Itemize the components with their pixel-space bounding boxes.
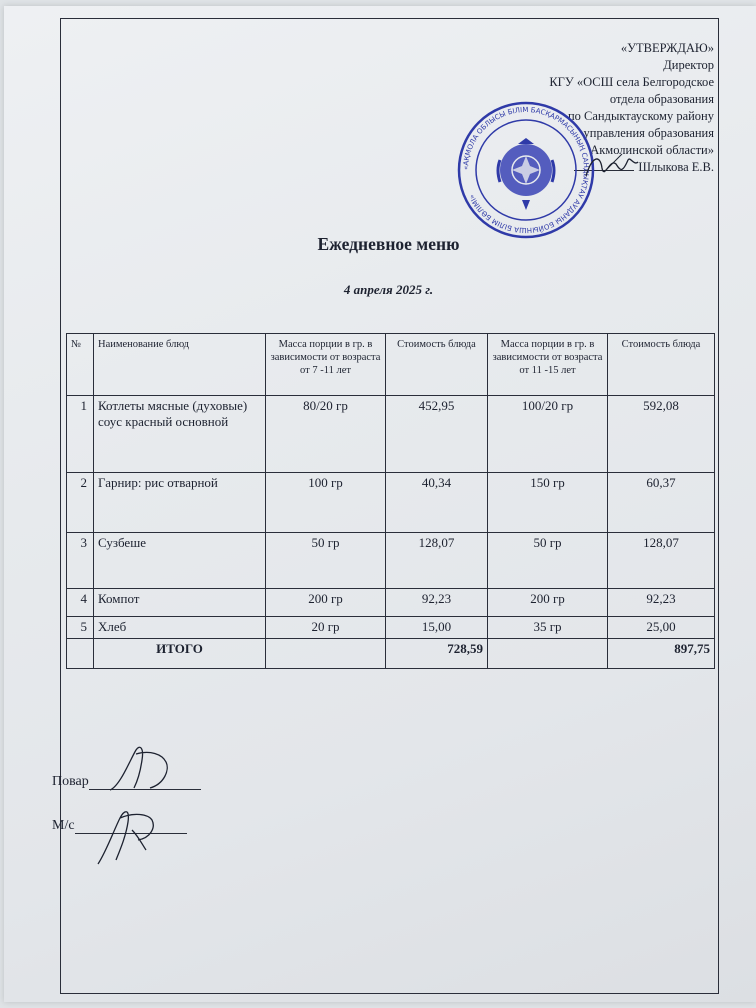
row-number: 3 <box>67 533 94 589</box>
approval-org-line2: отдела образования <box>609 92 714 106</box>
total-label: ИТОГО <box>94 639 266 669</box>
mass-7-11: 50 гр <box>266 533 386 589</box>
seal-text: «АҚМОЛА ОБЛЫСЫ БІЛІМ БАСҚАРМАСЫНЫҢ САНДЫҚТАУ АУДАНЫ БОЙЫНША БІЛІМ БӨЛІМІ» <box>461 105 591 235</box>
cost-11-15: 592,08 <box>608 396 715 473</box>
table-row <box>67 396 715 473</box>
cost-7-11: 452,95 <box>386 396 488 473</box>
approval-org-line5: Акмолинской области» <box>590 143 714 157</box>
mass-7-11: 20 гр <box>266 617 386 639</box>
header-dish-name: Наименование блюд <box>94 334 266 396</box>
approval-org-line3: по Сандыктаускому району <box>567 109 714 123</box>
menu-table <box>66 333 715 669</box>
official-seal <box>456 100 596 240</box>
director-name: Шлыкова Е.В. <box>638 160 714 174</box>
dish-name: Сузбеше <box>94 533 266 589</box>
total-cost-7-11: 728,59 <box>386 639 488 669</box>
table-row <box>67 589 715 617</box>
cost-11-15: 60,37 <box>608 473 715 533</box>
row-number: 4 <box>67 589 94 617</box>
cost-11-15: 128,07 <box>608 533 715 589</box>
nurse-signature <box>90 800 170 870</box>
mass-7-11: 100 гр <box>266 473 386 533</box>
total-empty-cell <box>266 639 386 669</box>
row-number: 2 <box>67 473 94 533</box>
header-mass-11-15: Масса порции в гр. в зависимости от возраста от 11 -15 лет <box>488 334 608 396</box>
table-row <box>67 617 715 639</box>
total-cost-11-15: 897,75 <box>608 639 715 669</box>
dish-name: Котлеты мясные (духовые) соус красный основной <box>94 396 266 473</box>
cost-7-11: 128,07 <box>386 533 488 589</box>
cost-11-15: 92,23 <box>608 589 715 617</box>
approval-org-line1: КГУ «ОСШ села Белгородское <box>549 75 714 89</box>
table-row <box>67 473 715 533</box>
total-row <box>67 639 715 669</box>
header-number: № <box>67 334 94 396</box>
mass-11-15: 100/20 гр <box>488 396 608 473</box>
total-empty-cell <box>488 639 608 669</box>
dish-name: Компот <box>94 589 266 617</box>
header-cost-11-15: Стоимость блюда <box>608 334 715 396</box>
mass-7-11: 200 гр <box>266 589 386 617</box>
cook-label: Повар <box>52 774 89 789</box>
emblem-icon <box>498 138 554 210</box>
cost-7-11: 92,23 <box>386 589 488 617</box>
cook-signature <box>100 740 180 800</box>
director-signature <box>582 146 642 186</box>
mass-7-11: 80/20 гр <box>266 396 386 473</box>
approval-position: Директор <box>663 58 714 72</box>
cost-7-11: 15,00 <box>386 617 488 639</box>
mass-11-15: 200 гр <box>488 589 608 617</box>
dish-name: Гарнир: рис отварной <box>94 473 266 533</box>
approval-heading: «УТВЕРЖДАЮ» <box>620 41 714 55</box>
mass-11-15: 35 гр <box>488 617 608 639</box>
page-title: Ежедневное меню <box>317 234 460 254</box>
cost-7-11: 40,34 <box>386 473 488 533</box>
mass-11-15: 50 гр <box>488 533 608 589</box>
row-number: 5 <box>67 617 94 639</box>
header-mass-7-11: Масса порции в гр. в зависимости от возраста от 7 -11 лет <box>266 334 386 396</box>
document-page <box>4 6 756 1002</box>
total-empty-cell <box>67 639 94 669</box>
mass-11-15: 150 гр <box>488 473 608 533</box>
dish-name: Хлеб <box>94 617 266 639</box>
nurse-label: М/с <box>52 818 75 833</box>
cost-11-15: 25,00 <box>608 617 715 639</box>
approval-org-line4: управления образования <box>583 126 714 140</box>
table-row <box>67 533 715 589</box>
row-number: 1 <box>67 396 94 473</box>
table-header-row <box>67 334 715 396</box>
menu-date: 4 апреля 2025 г. <box>343 282 434 297</box>
header-cost-7-11: Стоимость блюда <box>386 334 488 396</box>
